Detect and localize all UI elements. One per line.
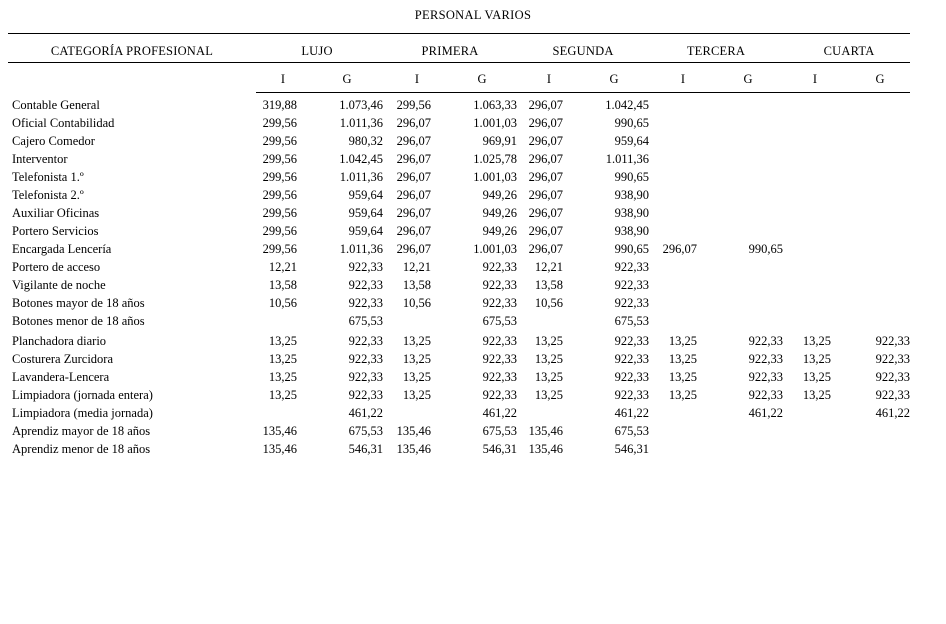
row-label: Lavandera-Lencera xyxy=(12,370,110,384)
row-label: Limpiadora (media jornada) xyxy=(12,406,153,420)
table-group-header-row xyxy=(8,44,910,61)
table-row xyxy=(0,152,946,170)
cell-value: 13,25 xyxy=(668,352,697,366)
cell-value: 13,25 xyxy=(534,388,563,402)
cell-value: 990,65 xyxy=(614,242,649,256)
cell-value: 922,33 xyxy=(875,370,910,384)
table-rule-middle xyxy=(8,62,910,63)
group-header-cuarta: CUARTA xyxy=(823,44,875,58)
cell-value: 922,33 xyxy=(748,352,783,366)
cell-value: 13,25 xyxy=(668,334,697,348)
cell-value: 13,25 xyxy=(534,370,563,384)
cell-value: 980,32 xyxy=(348,134,383,148)
subcolumn-header-g-7: G xyxy=(743,72,753,86)
cell-value: 296,07 xyxy=(396,188,431,202)
cell-value: 296,07 xyxy=(396,224,431,238)
cell-value: 959,64 xyxy=(348,206,383,220)
cell-value: 13,25 xyxy=(402,370,431,384)
cell-value: 135,46 xyxy=(396,424,431,438)
cell-value: 135,46 xyxy=(528,424,563,438)
row-label: Interventor xyxy=(12,152,68,166)
cell-value: 296,07 xyxy=(396,206,431,220)
subcolumn-header-i-6: I xyxy=(680,72,686,86)
cell-value: 922,33 xyxy=(748,388,783,402)
cell-value: 1.042,45 xyxy=(339,152,383,166)
cell-value: 296,07 xyxy=(528,188,563,202)
group-header-segunda: SEGUNDA xyxy=(552,44,614,58)
cell-value: 12,21 xyxy=(534,260,563,274)
cell-value: 296,07 xyxy=(528,116,563,130)
table-subheader-row xyxy=(0,72,946,89)
row-label: Cajero Comedor xyxy=(12,134,95,148)
cell-value: 938,90 xyxy=(614,224,649,238)
group-header-primera: PRIMERA xyxy=(421,44,479,58)
cell-value: 13,25 xyxy=(668,388,697,402)
subcolumn-header-g-1: G xyxy=(342,72,352,86)
table-row xyxy=(0,242,946,260)
cell-value: 922,33 xyxy=(614,334,649,348)
cell-value: 13,25 xyxy=(802,388,831,402)
cell-value: 13,25 xyxy=(402,352,431,366)
cell-value: 296,07 xyxy=(396,152,431,166)
cell-value: 319,88 xyxy=(262,98,297,112)
cell-value: 949,26 xyxy=(482,224,517,238)
row-label: Portero de acceso xyxy=(12,260,101,274)
cell-value: 959,64 xyxy=(614,134,649,148)
table-row xyxy=(0,370,946,388)
cell-value: 959,64 xyxy=(348,224,383,238)
table-row xyxy=(0,388,946,406)
cell-value: 922,33 xyxy=(614,388,649,402)
cell-value: 13,25 xyxy=(802,370,831,384)
cell-value: 922,33 xyxy=(348,260,383,274)
cell-value: 922,33 xyxy=(482,388,517,402)
row-label: Botones menor de 18 años xyxy=(12,314,145,328)
cell-value: 922,33 xyxy=(614,278,649,292)
cell-value: 296,07 xyxy=(528,224,563,238)
cell-value: 922,33 xyxy=(875,334,910,348)
cell-value: 1.001,03 xyxy=(473,170,517,184)
cell-value: 461,22 xyxy=(482,406,517,420)
table-row xyxy=(0,278,946,296)
cell-value: 949,26 xyxy=(482,206,517,220)
cell-value: 922,33 xyxy=(614,260,649,274)
cell-value: 922,33 xyxy=(348,296,383,310)
group-header-tercera: TERCERA xyxy=(686,44,746,58)
cell-value: 1.042,45 xyxy=(605,98,649,112)
row-label: Aprendiz menor de 18 años xyxy=(12,442,151,456)
row-label: Botones mayor de 18 años xyxy=(12,296,145,310)
cell-value: 13,25 xyxy=(268,334,297,348)
cell-value: 13,25 xyxy=(668,370,697,384)
cell-value: 1.001,03 xyxy=(473,116,517,130)
cell-value: 13,58 xyxy=(402,278,431,292)
cell-value: 461,22 xyxy=(348,406,383,420)
cell-value: 922,33 xyxy=(348,370,383,384)
cell-value: 546,31 xyxy=(348,442,383,456)
table-row xyxy=(0,98,946,116)
cell-value: 299,56 xyxy=(262,224,297,238)
cell-value: 10,56 xyxy=(534,296,563,310)
cell-value: 949,26 xyxy=(482,188,517,202)
cell-value: 546,31 xyxy=(614,442,649,456)
cell-value: 13,25 xyxy=(534,334,563,348)
table-rule-subheader xyxy=(256,92,910,93)
cell-value: 13,25 xyxy=(268,388,297,402)
cell-value: 299,56 xyxy=(262,116,297,130)
cell-value: 990,65 xyxy=(614,170,649,184)
cell-value: 922,33 xyxy=(748,370,783,384)
cell-value: 296,07 xyxy=(528,134,563,148)
cell-value: 922,33 xyxy=(614,370,649,384)
cell-value: 675,53 xyxy=(614,424,649,438)
cell-value: 13,58 xyxy=(268,278,297,292)
cell-value: 299,56 xyxy=(262,152,297,166)
row-label: Limpiadora (jornada entera) xyxy=(12,388,153,402)
cell-value: 922,33 xyxy=(748,334,783,348)
cell-value: 922,33 xyxy=(348,278,383,292)
row-label: Encargada Lencería xyxy=(12,242,112,256)
cell-value: 13,58 xyxy=(534,278,563,292)
cell-value: 1.011,36 xyxy=(339,170,383,184)
subcolumn-header-g-3: G xyxy=(477,72,487,86)
row-label: Costurera Zurcidora xyxy=(12,352,114,366)
group-header-lujo: LUJO xyxy=(301,44,333,58)
row-label: Auxiliar Oficinas xyxy=(12,206,100,220)
cell-value: 12,21 xyxy=(268,260,297,274)
row-label: Aprendiz mayor de 18 años xyxy=(12,424,151,438)
row-label: Oficial Contabilidad xyxy=(12,116,115,130)
cell-value: 1.011,36 xyxy=(339,116,383,130)
cell-value: 675,53 xyxy=(482,314,517,328)
cell-value: 990,65 xyxy=(614,116,649,130)
cell-value: 13,25 xyxy=(802,334,831,348)
cell-value: 10,56 xyxy=(402,296,431,310)
cell-value: 922,33 xyxy=(614,296,649,310)
table-row xyxy=(0,170,946,188)
table-row xyxy=(0,206,946,224)
cell-value: 13,25 xyxy=(802,352,831,366)
row-label: Planchadora diario xyxy=(12,334,107,348)
cell-value: 10,56 xyxy=(268,296,297,310)
cell-value: 1.001,03 xyxy=(473,242,517,256)
cell-value: 13,25 xyxy=(534,352,563,366)
table-row xyxy=(0,442,946,460)
subcolumn-header-g-5: G xyxy=(609,72,619,86)
subcolumn-header-i-2: I xyxy=(414,72,420,86)
cell-value: 959,64 xyxy=(348,188,383,202)
cell-value: 922,33 xyxy=(482,370,517,384)
row-label: Vigilante de noche xyxy=(12,278,106,292)
cell-value: 922,33 xyxy=(482,334,517,348)
table-row xyxy=(0,352,946,370)
subcolumn-header-g-9: G xyxy=(875,72,885,86)
cell-value: 922,33 xyxy=(348,334,383,348)
cell-value: 135,46 xyxy=(262,424,297,438)
cell-value: 13,25 xyxy=(268,370,297,384)
cell-value: 296,07 xyxy=(396,134,431,148)
cell-value: 1.011,36 xyxy=(339,242,383,256)
cell-value: 990,65 xyxy=(748,242,783,256)
cell-value: 296,07 xyxy=(528,152,563,166)
table-body xyxy=(0,98,946,460)
table-rule-top xyxy=(8,33,910,34)
cell-value: 299,56 xyxy=(262,134,297,148)
cell-value: 922,33 xyxy=(875,388,910,402)
subcolumn-header-i-4: I xyxy=(546,72,552,86)
table-row xyxy=(0,296,946,314)
cell-value: 296,07 xyxy=(662,242,697,256)
cell-value: 296,07 xyxy=(396,170,431,184)
cell-value: 299,56 xyxy=(262,188,297,202)
column-header-categoria-profesional: CATEGORÍA PROFESIONAL xyxy=(50,44,214,58)
cell-value: 969,91 xyxy=(482,134,517,148)
cell-value: 922,33 xyxy=(348,388,383,402)
cell-value: 13,25 xyxy=(402,334,431,348)
cell-value: 675,53 xyxy=(348,314,383,328)
cell-value: 675,53 xyxy=(482,424,517,438)
cell-value: 135,46 xyxy=(262,442,297,456)
cell-value: 299,56 xyxy=(396,98,431,112)
cell-value: 299,56 xyxy=(262,206,297,220)
cell-value: 135,46 xyxy=(396,442,431,456)
cell-value: 938,90 xyxy=(614,188,649,202)
cell-value: 546,31 xyxy=(482,442,517,456)
cell-value: 13,25 xyxy=(268,352,297,366)
cell-value: 461,22 xyxy=(748,406,783,420)
cell-value: 296,07 xyxy=(528,98,563,112)
cell-value: 1.011,36 xyxy=(605,152,649,166)
subcolumn-header-i-0: I xyxy=(280,72,286,86)
cell-value: 922,33 xyxy=(348,352,383,366)
cell-value: 922,33 xyxy=(482,296,517,310)
cell-value: 938,90 xyxy=(614,206,649,220)
row-label: Telefonista 2.º xyxy=(12,188,84,202)
cell-value: 922,33 xyxy=(482,278,517,292)
table-row xyxy=(0,260,946,278)
cell-value: 299,56 xyxy=(262,242,297,256)
cell-value: 922,33 xyxy=(875,352,910,366)
table-row xyxy=(0,314,946,332)
cell-value: 135,46 xyxy=(528,442,563,456)
cell-value: 296,07 xyxy=(396,116,431,130)
table-row xyxy=(0,424,946,442)
cell-value: 675,53 xyxy=(614,314,649,328)
table-row xyxy=(0,406,946,424)
subcolumn-header-i-8: I xyxy=(812,72,818,86)
cell-value: 296,07 xyxy=(528,242,563,256)
cell-value: 296,07 xyxy=(396,242,431,256)
page-title: PERSONAL VARIOS xyxy=(414,8,532,22)
cell-value: 13,25 xyxy=(402,388,431,402)
cell-value: 12,21 xyxy=(402,260,431,274)
cell-value: 299,56 xyxy=(262,170,297,184)
table-row xyxy=(0,116,946,134)
cell-value: 1.073,46 xyxy=(339,98,383,112)
cell-value: 461,22 xyxy=(875,406,910,420)
cell-value: 461,22 xyxy=(614,406,649,420)
table-row xyxy=(0,334,946,352)
row-label: Telefonista 1.º xyxy=(12,170,84,184)
cell-value: 1.025,78 xyxy=(473,152,517,166)
cell-value: 922,33 xyxy=(482,352,517,366)
table-row xyxy=(0,134,946,152)
row-label: Contable General xyxy=(12,98,100,112)
table-row xyxy=(0,224,946,242)
row-label: Portero Servicios xyxy=(12,224,99,238)
table-row xyxy=(0,188,946,206)
cell-value: 675,53 xyxy=(348,424,383,438)
cell-value: 296,07 xyxy=(528,170,563,184)
cell-value: 1.063,33 xyxy=(473,98,517,112)
cell-value: 922,33 xyxy=(482,260,517,274)
cell-value: 922,33 xyxy=(614,352,649,366)
cell-value: 296,07 xyxy=(528,206,563,220)
